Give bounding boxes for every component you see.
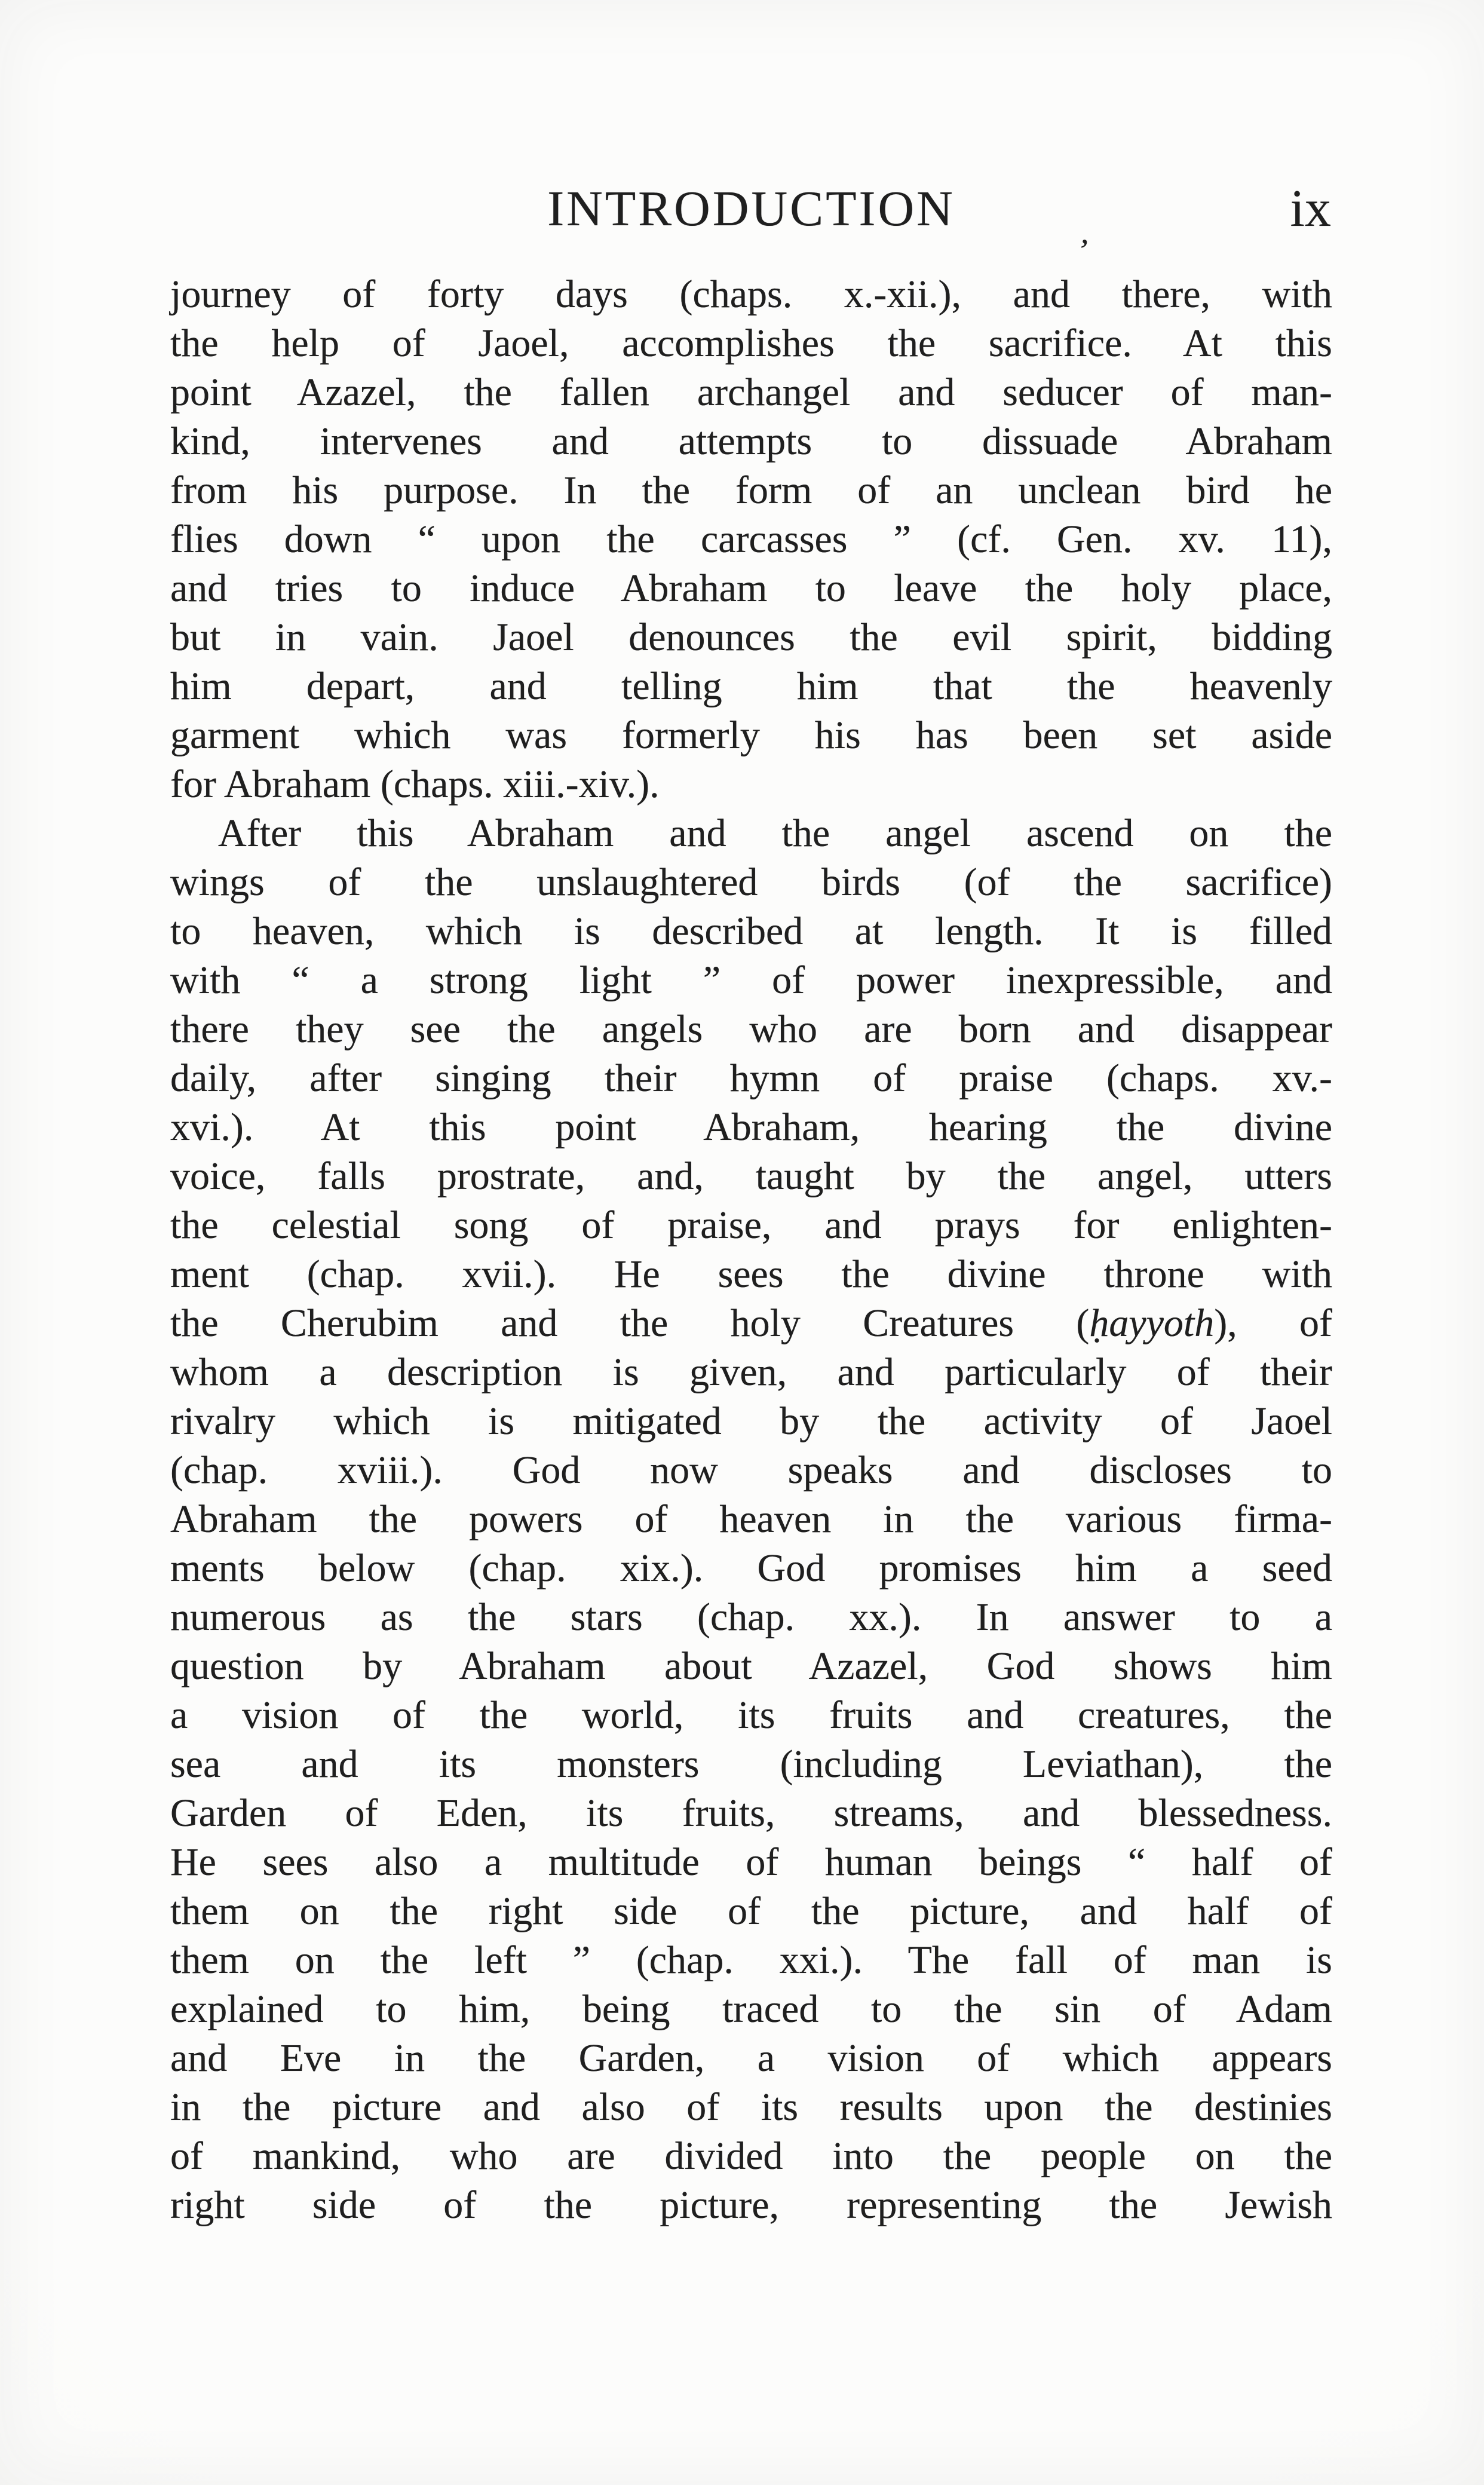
text-segment: him depart, and telling him that the heavenly: [170, 664, 1332, 708]
text-segment: the Cherubim and the holy Creatures (: [170, 1301, 1090, 1345]
text-segment: kind, intervenes and attempts to dissuade Abraham: [170, 419, 1332, 463]
text-line: [170, 662, 1332, 711]
text-segment: explained to him, being traced to the sin of Adam: [170, 1987, 1332, 2031]
text-segment: wings of the unslaughtered birds (of the sacrifice): [170, 860, 1332, 904]
text-segment: Abraham the powers of heaven in the various firma-: [170, 1497, 1332, 1541]
text-line: [170, 2034, 1332, 2083]
text-segment: ment (chap. xvii.). He sees the divine throne with: [170, 1252, 1332, 1296]
text-segment: daily, after singing their hymn of praise (chaps. xv.-: [170, 1056, 1332, 1100]
text-line: [170, 466, 1332, 515]
text-line: [170, 907, 1332, 956]
text-line: [170, 613, 1332, 662]
page-header: [170, 178, 1332, 240]
text-line: [170, 1789, 1332, 1838]
text-line: [170, 1593, 1332, 1642]
text-line: [170, 417, 1332, 466]
text-line: [170, 1642, 1332, 1691]
text-segment: with “ a strong light ” of power inexpressible, and: [170, 958, 1332, 1002]
text-line: [170, 564, 1332, 613]
text-segment: but in vain. Jaoel denounces the evil spirit, bidding: [170, 615, 1332, 659]
page-body: [170, 270, 1332, 2230]
text-line: [170, 1691, 1332, 1740]
text-line: [170, 2083, 1332, 2132]
text-segment: the help of Jaoel, accomplishes the sacrifice. At this: [170, 321, 1332, 365]
text-segment: (chap. xviii.). God now speaks and discloses to: [170, 1448, 1332, 1492]
text-line: [170, 1887, 1332, 1936]
text-line: [170, 1201, 1332, 1250]
text-line: [170, 858, 1332, 907]
text-line: [170, 1446, 1332, 1495]
text-segment: from his purpose. In the form of an unclean bird he: [170, 468, 1332, 512]
text-segment: Garden of Eden, its fruits, streams, and blessedness.: [170, 1791, 1332, 1835]
text-segment: of mankind, who are divided into the people on the: [170, 2134, 1332, 2178]
text-segment: garment which was formerly his has been set aside: [170, 713, 1332, 757]
text-segment: them on the left ” (chap. xxi.). The fall of man is: [170, 1938, 1332, 1982]
text-line: [170, 1985, 1332, 2034]
text-segment: in the picture and also of its results upon the destinies: [170, 2085, 1332, 2129]
text-line: [170, 1005, 1332, 1054]
text-segment: point Azazel, the fallen archangel and seducer of man-: [170, 370, 1332, 414]
text-segment: sea and its monsters (including Leviathan), the: [170, 1742, 1332, 1786]
text-line: [170, 760, 1332, 809]
text-line: [170, 1348, 1332, 1397]
italic-text: ḥayyoth: [1089, 1301, 1215, 1345]
text-segment: the celestial song of praise, and prays for enlighten-: [170, 1203, 1332, 1247]
text-segment: ), of: [1214, 1301, 1332, 1345]
page-title: INTRODUCTION: [547, 181, 955, 237]
text-line: [170, 515, 1332, 564]
text-line: [170, 2181, 1332, 2230]
text-line: [170, 1936, 1332, 1985]
text-segment: He sees also a multitude of human beings “ half of: [170, 1840, 1332, 1884]
text-line: [170, 1299, 1332, 1348]
text-segment: After this Abraham and the angel ascend on the: [218, 811, 1332, 855]
text-line: [170, 1054, 1332, 1103]
text-line: [170, 809, 1332, 858]
text-line: [170, 1250, 1332, 1299]
text-segment: flies down “ upon the carcasses ” (cf. Gen. xv. 11),: [170, 517, 1332, 561]
text-line: [170, 956, 1332, 1005]
text-segment: a vision of the world, its fruits and creatures, the: [170, 1693, 1332, 1737]
text-segment: there they see the angels who are born and disappear: [170, 1007, 1332, 1051]
text-line: [170, 368, 1332, 417]
text-segment: ments below (chap. xix.). God promises him a seed: [170, 1546, 1332, 1590]
scan-artifact: ’: [1076, 232, 1091, 269]
text-line: [170, 1740, 1332, 1789]
text-line: [170, 319, 1332, 368]
text-segment: question by Abraham about Azazel, God shows him: [170, 1644, 1332, 1688]
text-segment: to heaven, which is described at length. It is filled: [170, 909, 1332, 953]
text-line: [170, 1544, 1332, 1593]
text-line: [170, 1103, 1332, 1152]
text-segment: rivalry which is mitigated by the activity of Jaoel: [170, 1399, 1332, 1443]
text-segment: and tries to induce Abraham to leave the holy place,: [170, 566, 1332, 610]
text-segment: numerous as the stars (chap. xx.). In answer to a: [170, 1595, 1332, 1639]
text-line: [170, 2132, 1332, 2181]
text-segment: them on the right side of the picture, and half of: [170, 1889, 1332, 1933]
text-segment: right side of the picture, representing the Jewish: [170, 2183, 1332, 2227]
text-line: [170, 1152, 1332, 1201]
text-segment: journey of forty days (chaps. x.-xii.), and there, with: [170, 272, 1332, 316]
text-line: [170, 1495, 1332, 1544]
text-segment: and Eve in the Garden, a vision of which appears: [170, 2036, 1332, 2080]
text-segment: xvi.). At this point Abraham, hearing the divine: [170, 1105, 1332, 1149]
text-line: [170, 1397, 1332, 1446]
text-segment: voice, falls prostrate, and, taught by the angel, utters: [170, 1154, 1332, 1198]
text-line: [170, 270, 1332, 319]
text-line: [170, 711, 1332, 760]
text-segment: for Abraham (chaps. xiii.-xiv.).: [170, 762, 660, 806]
text-segment: whom a description is given, and particularly of their: [170, 1350, 1332, 1394]
text-line: [170, 1838, 1332, 1887]
page-number: ix: [1290, 180, 1331, 238]
